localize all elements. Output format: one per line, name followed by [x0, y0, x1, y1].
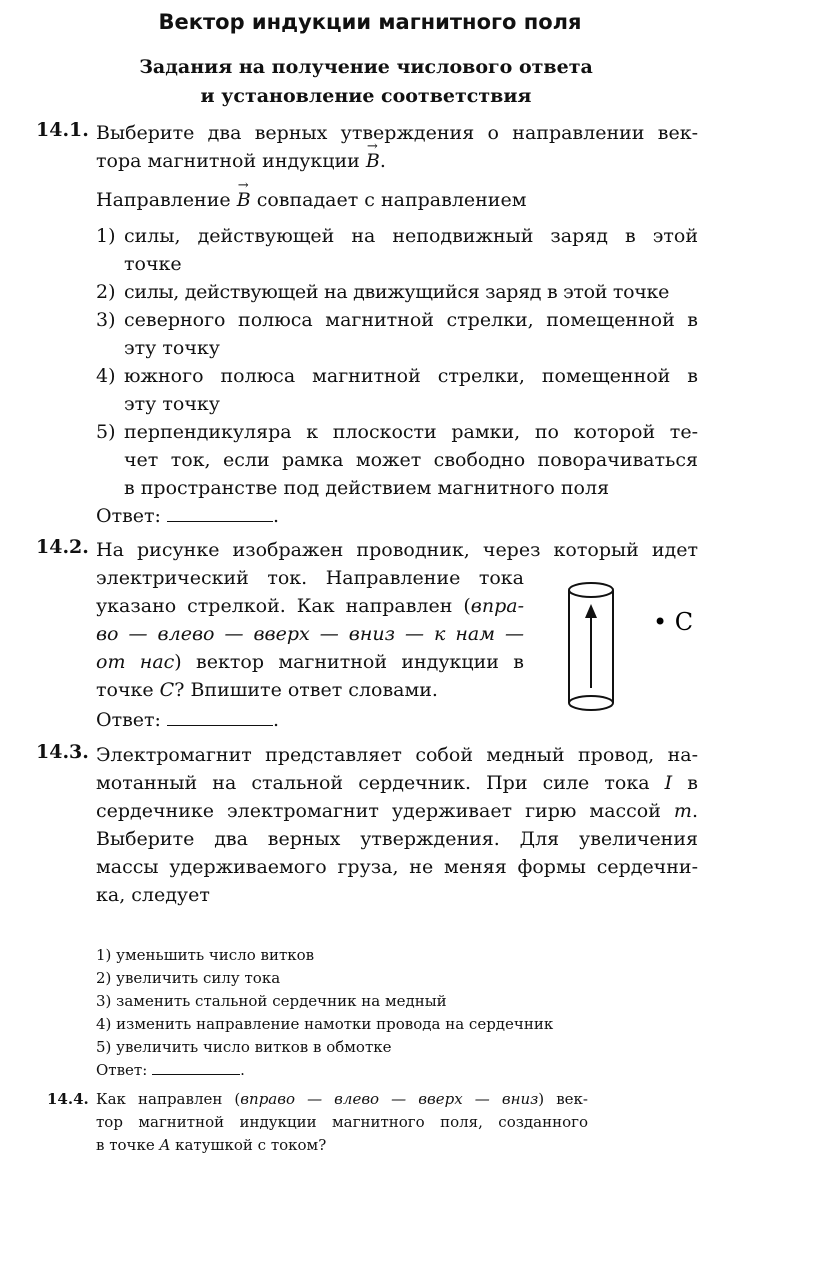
vector-b-symbol: → B [366, 147, 380, 175]
option-text: северного полюса магнитной стрелки, помещенной в [124, 309, 698, 331]
option-text: южного полюса магнитной стрелки, помещенной в [124, 365, 698, 387]
conductor-figure [560, 576, 710, 720]
task-14-4-number: 14.4. [47, 1090, 89, 1108]
task-14-3-line-5: массы удерживаемого груза, не меняя формы сердечни- [96, 856, 698, 878]
option-text: чет ток, если рамка может свободно поворачиваться [124, 449, 698, 471]
option-label: 4) [96, 365, 116, 387]
task-14-1-option-5 [96, 418, 698, 502]
text: указано стрелкой. Как направлен ( [96, 595, 471, 617]
option-text: точке [124, 253, 182, 275]
task-14-2-line-4: во — влево — вверх — вниз — к нам — [96, 623, 524, 645]
text-italic: впра- [470, 595, 524, 617]
task-14-1-question-line-1: Выберите два верных утверждения о направлении век- [96, 122, 698, 144]
task-14-2-line-3 [96, 592, 524, 620]
task-14-1-question-line-2 [96, 147, 386, 175]
option-text: силы, действующей на движущийся заряд в этой точке [124, 281, 670, 303]
answer-blank[interactable] [167, 521, 273, 522]
task-14-3-number: 14.3. [36, 741, 89, 763]
task-14-2-answer [96, 706, 279, 734]
text: в [672, 772, 698, 794]
text: мотанный на стальной сердечник. При силе тока [96, 772, 665, 794]
answer-end: . [273, 709, 280, 731]
subtitle-line-1: Задания на получение числового ответа [139, 56, 593, 78]
option-2: 2) увеличить силу тока [96, 969, 281, 987]
task-14-3-line-4: Выберите два верных утверждения. Для увеличения [96, 828, 698, 850]
text-italic: m [673, 800, 692, 822]
task-14-1-answer [96, 502, 279, 530]
answer-blank[interactable] [167, 725, 273, 726]
text-italic: от нас [96, 651, 175, 673]
answer-end: . [240, 1061, 245, 1079]
vector-b-symbol: → B [237, 186, 251, 214]
lead-text: совпадает с направлением [256, 189, 527, 211]
answer-label: Ответ: [96, 709, 161, 731]
question-end: . [379, 150, 386, 172]
text: точке [96, 679, 160, 701]
option-label: 2) [96, 281, 116, 303]
text: Как направлен ( [96, 1090, 241, 1108]
task-14-3-line-2 [96, 769, 698, 797]
task-14-3-options [96, 944, 553, 1082]
task-14-1-lead [96, 186, 526, 214]
task-14-1-option-3 [96, 306, 698, 362]
task-14-1-option-4 [96, 362, 698, 418]
answer-label: Ответ: [96, 505, 161, 527]
task-14-4-line-1 [96, 1088, 588, 1111]
option-4: 4) изменить направление намотки провода на сердечник [96, 1015, 554, 1033]
lead-text: Направление [96, 189, 231, 211]
task-14-3-answer [96, 1059, 553, 1082]
task-14-2-line-6 [96, 676, 438, 704]
option-3: 3) заменить стальной сердечник на медный [96, 992, 447, 1010]
task-14-1-number: 14.1. [36, 119, 89, 141]
task-14-3-line-1: Электромагнит представляет собой медный провод, на- [96, 744, 698, 766]
text: . [691, 800, 698, 822]
option-text: силы, действующей на неподвижный заряд в этой [124, 225, 698, 247]
answer-blank[interactable] [152, 1074, 240, 1075]
option-5: 5) увеличить число витков в обмотке [96, 1038, 392, 1056]
option-text: эту точку [124, 393, 220, 415]
task-14-4-text [96, 1088, 588, 1157]
task-14-2-line-1: На рисунке изображен проводник, через который идет [96, 539, 698, 561]
text: катушкой с током? [170, 1136, 327, 1154]
option-text: в пространстве под действием магнитного поля [124, 477, 610, 499]
answer-end: . [273, 505, 280, 527]
option-text: эту точку [124, 337, 220, 359]
text: ? Впишите ответ словами. [174, 679, 438, 701]
text: ) век- [538, 1090, 589, 1108]
task-14-3-line-3 [96, 797, 698, 825]
point-c-label: • C [653, 608, 694, 636]
text-italic: вправо — влево — вверх — вниз [240, 1090, 539, 1108]
subtitle-line-2: и установление соответствия [200, 85, 532, 107]
text: в точке [96, 1136, 160, 1154]
text: сердечнике электромагнит удерживает гирю массой [96, 800, 674, 822]
task-14-1-option-2 [96, 278, 698, 306]
text-italic: C [159, 679, 175, 701]
task-14-3-line-6: ка, следует [96, 884, 210, 906]
page-title: Вектор индукции магнитного поля [158, 10, 582, 34]
option-label: 5) [96, 421, 116, 443]
cylinder-top [569, 583, 613, 597]
text: ) вектор магнитной индукции в [174, 651, 524, 673]
option-1: 1) уменьшить число витков [96, 946, 315, 964]
option-label: 1) [96, 225, 116, 247]
task-14-2-line-2: электрический ток. Направление тока [96, 567, 524, 589]
task-14-4-line-2: тор магнитной индукции магнитного поля, созданного [96, 1113, 588, 1131]
option-text: перпендикуляра к плоскости рамки, по которой те- [124, 421, 698, 443]
option-label: 3) [96, 309, 116, 331]
text-italic: A [159, 1136, 171, 1154]
current-arrow-head [585, 604, 597, 618]
task-14-1-option-1 [96, 222, 698, 278]
text-italic: I [664, 772, 673, 794]
section-subtitle [0, 53, 732, 111]
task-14-2-line-5 [96, 648, 524, 676]
task-14-4-line-3 [96, 1134, 588, 1157]
question-text: тора магнитной индукции [96, 150, 360, 172]
task-14-2-number: 14.2. [36, 536, 89, 558]
cylinder-bottom [569, 696, 613, 710]
answer-label: Ответ: [96, 1061, 148, 1079]
